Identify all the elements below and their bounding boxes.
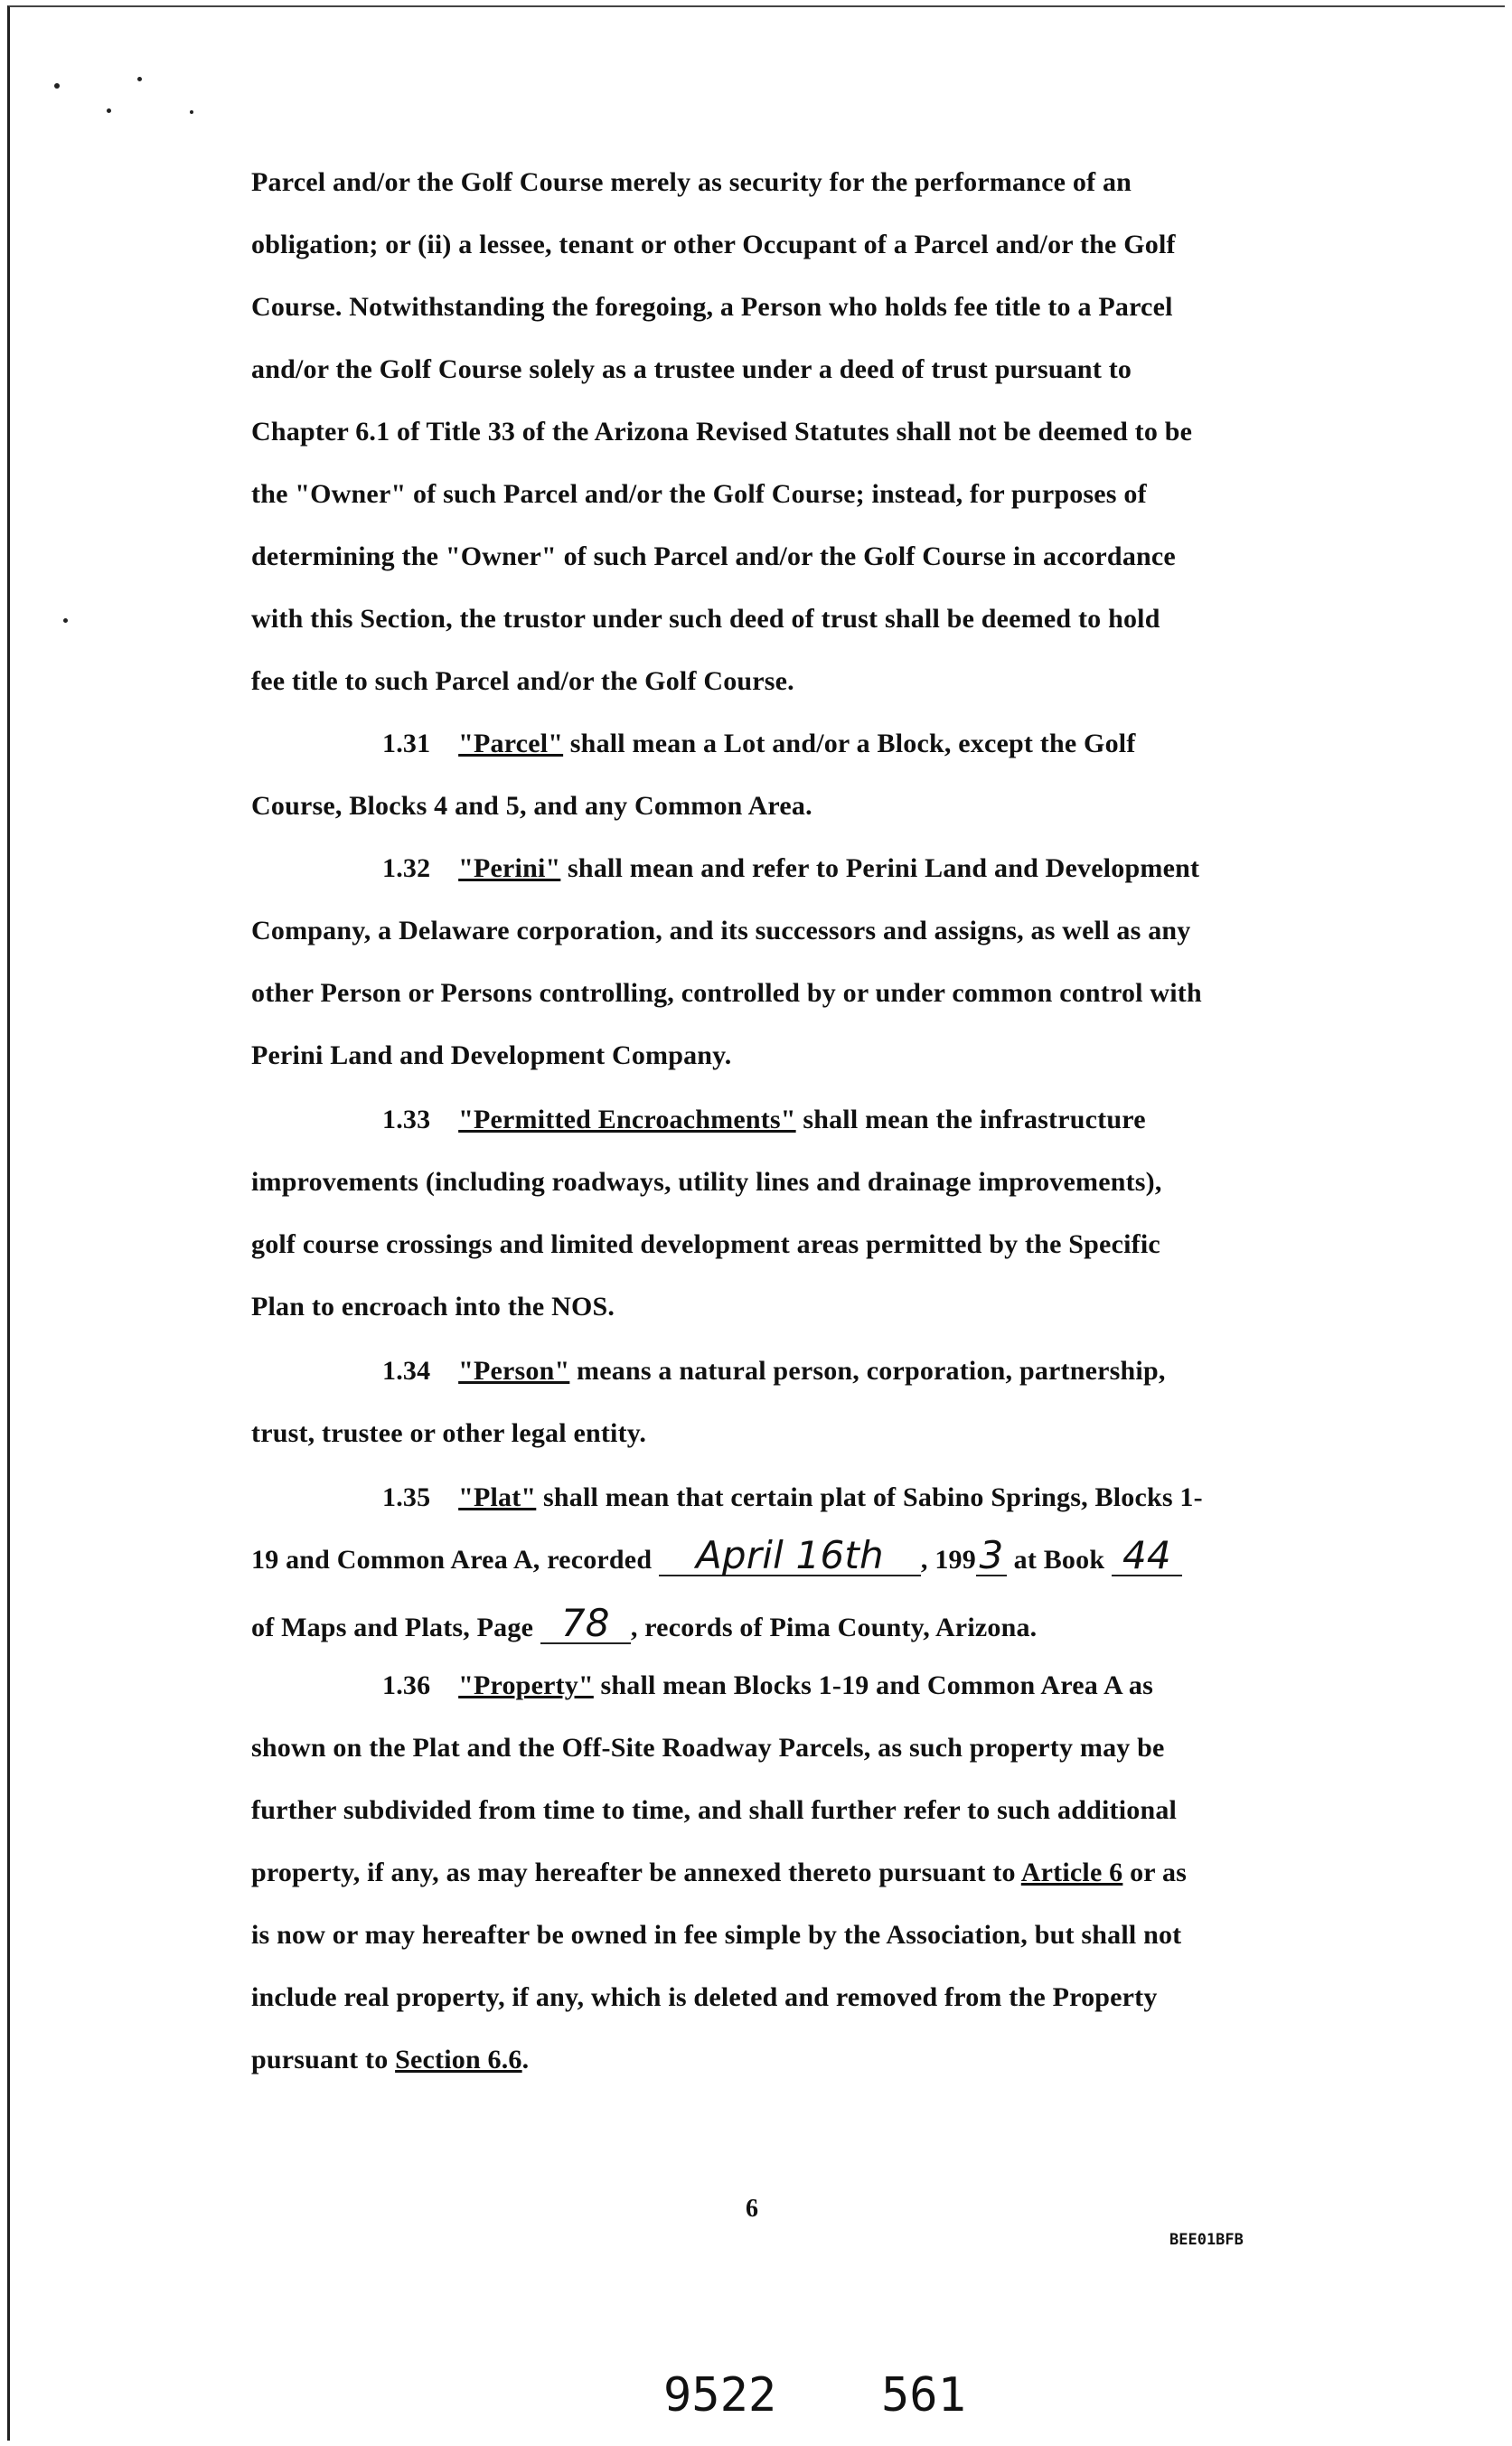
section-number: 1.31 (382, 729, 431, 758)
scan-speck (190, 110, 193, 114)
scan-speck (54, 83, 60, 89)
text-line: obligation; or (ii) a lessee, tenant or other Occupant of a Parcel and/or the Golf (251, 230, 1176, 259)
scan-speck (137, 77, 142, 81)
defined-term: "Parcel" (458, 729, 564, 758)
text-fragment: pursuant to (251, 2045, 396, 2074)
text-fragment: , records of Pima County, Arizona. (630, 1613, 1038, 1642)
recording-stamp-left: 9522 (663, 2368, 777, 2422)
defined-term: "Permitted Encroachments" (458, 1105, 796, 1134)
text-line: shown on the Plat and the Off-Site Roadway Parcels, as such property may be (251, 1733, 1165, 1763)
text-line: shall mean the infrastructure (795, 1105, 1146, 1134)
text-line: shall mean Blocks 1-19 and Common Area A as (593, 1670, 1154, 1700)
text-line: shall mean a Lot and/or a Block, except the Golf (563, 729, 1136, 758)
section-number: 1.34 (382, 1356, 431, 1386)
section-number: 1.35 (382, 1482, 431, 1512)
handwritten-book-number: 44 (1112, 1537, 1182, 1576)
text-line: golf course crossings and limited development areas permitted by the Specific (251, 1229, 1160, 1259)
scan-speck (63, 618, 68, 623)
text-line (251, 2045, 529, 2075)
text-line: Chapter 6.1 of Title 33 of the Arizona Revised Statutes shall not be deemed to be (251, 417, 1193, 447)
recording-line (251, 1601, 1038, 1645)
section-1-32 (382, 853, 1199, 884)
page-number: 6 (746, 2195, 758, 2223)
text-line: other Person or Persons controlling, controlled by or under common control with (251, 978, 1202, 1008)
text-line: Parcel and/or the Golf Course merely as security for the performance of an (251, 167, 1132, 197)
text-line: determining the "Owner" of such Parcel and/or the Golf Course in accordance (251, 541, 1176, 571)
section-1-31 (382, 729, 1136, 759)
recording-stamp-right: 561 (881, 2368, 966, 2422)
text-line: is now or may hereafter be owned in fee simple by the Association, but shall not (251, 1920, 1182, 1950)
text-fragment: or as (1122, 1858, 1188, 1887)
article-6-reference: Article 6 (1020, 1858, 1123, 1887)
section-1-34 (382, 1356, 1166, 1387)
text-line: and/or the Golf Course solely as a trustee under a deed of trust pursuant to (251, 354, 1132, 384)
handwritten-date: April 16th (659, 1537, 921, 1576)
text-line: include real property, if any, which is deleted and removed from the Property (251, 1982, 1158, 2012)
text-fragment: , 199 (920, 1545, 976, 1575)
section-6-6-reference: Section 6.6 (395, 2045, 522, 2074)
text-fragment: at Book (1006, 1545, 1105, 1575)
section-1-36 (382, 1670, 1153, 1701)
text-line: Company, a Delaware corporation, and its successors and assigns, as well as any (251, 916, 1191, 945)
text-line: with this Section, the trustor under such deed of trust shall be deemed to hold (251, 604, 1160, 634)
text-line: improvements (including roadways, utility lines and drainage improvements), (251, 1167, 1162, 1197)
handwritten-page-number: 78 (540, 1604, 631, 1644)
text-line: trust, trustee or other legal entity. (251, 1418, 647, 1448)
text-line: Course. Notwithstanding the foregoing, a Person who holds fee title to a Parcel (251, 292, 1173, 322)
text-line: shall mean that certain plat of Sabino Springs, Blocks 1- (536, 1482, 1203, 1512)
defined-term: "Plat" (458, 1482, 537, 1512)
text-line: further subdivided from time to time, and shall further refer to such additional (251, 1795, 1178, 1825)
text-fragment: of Maps and Plats, Page (251, 1613, 534, 1642)
text-fragment: property, if any, as may hereafter be annexed thereto pursuant to (251, 1858, 1021, 1887)
text-line: means a natural person, corporation, partnership, (569, 1356, 1166, 1386)
document-code: BEE01BFB (1169, 2231, 1244, 2249)
section-1-33 (382, 1105, 1146, 1135)
text-line: Course, Blocks 4 and 5, and any Common Area. (251, 791, 812, 821)
defined-term: "Property" (458, 1670, 594, 1700)
text-line: shall mean and refer to Perini Land and Development (560, 853, 1200, 883)
handwritten-year-digit: 3 (976, 1537, 1007, 1576)
text-line: fee title to such Parcel and/or the Golf Course. (251, 666, 794, 696)
defined-term: "Person" (458, 1356, 570, 1386)
defined-term: "Perini" (458, 853, 561, 883)
section-number: 1.36 (382, 1670, 431, 1700)
text-fragment: 19 and Common Area A, recorded (251, 1545, 653, 1575)
section-number: 1.32 (382, 853, 431, 883)
section-1-35 (382, 1482, 1203, 1513)
text-fragment: . (521, 2045, 530, 2074)
scan-speck (107, 108, 111, 113)
section-number: 1.33 (382, 1105, 431, 1134)
text-line: the "Owner" of such Parcel and/or the Golf Course; instead, for purposes of (251, 479, 1147, 509)
text-line (251, 1858, 1187, 1888)
text-line: Perini Land and Development Company. (251, 1040, 732, 1070)
text-line: Plan to encroach into the NOS. (251, 1292, 615, 1322)
recording-line (251, 1533, 1182, 1577)
